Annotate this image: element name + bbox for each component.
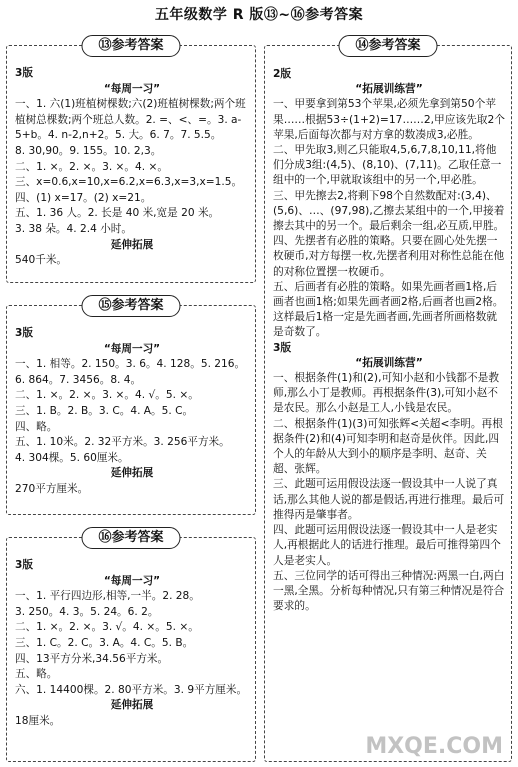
answer-line: 6. 864。7. 3456。8. 4。 xyxy=(15,373,142,386)
section-heading: “每周一习” xyxy=(103,82,161,95)
panel-13-title: ⑬参考答案 xyxy=(81,35,180,57)
panel-15-body xyxy=(15,326,249,498)
panel-14-title: ⑭参考答案 xyxy=(338,35,437,57)
answer-panel-14 xyxy=(264,38,512,762)
answer-line: 四、13平方分米,34.56平方米。 xyxy=(15,652,169,665)
section-heading: 延伸拓展 xyxy=(110,467,154,480)
version-label: 3版 xyxy=(273,340,292,354)
version-label: 3版 xyxy=(15,559,33,571)
answer-panel-15 xyxy=(6,298,256,515)
section-heading: 延伸拓展 xyxy=(110,699,154,712)
answer-line: 二、1. ×。2. ×。3. ×。4. ×。 xyxy=(15,160,168,173)
panel-14-body xyxy=(273,66,505,613)
answer-line: 18厘米。 xyxy=(15,714,61,727)
answer-line: 一、1. 相等。2. 150。3. 6。4. 128。5. 216。 xyxy=(15,358,246,371)
section-heading: 延伸拓展 xyxy=(110,238,154,251)
section-heading: “拓展训练营” xyxy=(355,82,423,96)
version-label: 3版 xyxy=(15,327,33,339)
answer-line: 三、1. C。2. C。3. A。4. C。5. B。 xyxy=(15,636,194,649)
answer-line: 3. 38 朵。4. 2.4 小时。 xyxy=(15,222,132,235)
answer-line: 二、根据条件(1)(3)可知张辉<关超<李明。再根据条件(2)和(4)可知李明和赵奇是伙伴。因此,四个人的年龄从大到小的顺序是李明、赵奇、关超、张辉。 xyxy=(273,416,503,476)
answer-line: 二、1. ×。2. ×。3. ×。4. √。5. ×。 xyxy=(15,389,199,402)
section-heading: “每周一习” xyxy=(103,342,161,355)
answer-line: 4. 304棵。5. 60厘米。 xyxy=(15,451,129,464)
answer-line: 三、此题可运用假设法逐一假设其中一人说了真话,那么其他人说的都是假话,再进行推理。最后可推得丙是肇事者。 xyxy=(273,477,505,521)
answer-line: 8. 30,90。9. 155。10. 2,3。 xyxy=(15,144,162,157)
answer-line: 四、(1) x=17。(2) x=21。 xyxy=(15,191,152,204)
answer-line: 一、甲要拿到第53个苹果,必须先拿到第50个苹果……根据53÷(1+2)=17……2,甲应该先取2个苹果,后面每次都与对方拿的数凑成3,必胜。 xyxy=(273,97,505,141)
version-label: 3版 xyxy=(15,67,33,79)
answer-line: 五、1. 10米。2. 32平方米。3. 256平方米。 xyxy=(15,436,230,449)
answer-line: 540千米。 xyxy=(15,254,68,267)
answer-line: 二、甲先取3,则乙只能取4,5,6,7,8,10,11,将他们分成3组:(4,5)、(8,10)、(7,11)。乙取任意一组中的一个,甲就取该组中的另一个,甲必胜。 xyxy=(273,143,502,187)
section-heading: “拓展训练营” xyxy=(355,355,423,369)
answer-line: 五、1. 36 人。2. 长是 40 米,宽是 20 米。 xyxy=(15,207,220,220)
section-heading: “每周一习” xyxy=(103,574,161,587)
answer-line: 四、略。 xyxy=(15,420,58,433)
answer-line: 三、甲先擦去2,将剩下98个自然数配对:(3,4)、(5,6)、…、(97,98),乙擦去某组中的一个,甲接着擦去其中的另一个。最后剩余一组,必互质,甲胜。 xyxy=(273,188,505,233)
panel-16-title: ⑯参考答案 xyxy=(81,527,180,549)
answer-line: 五、后画者有必胜的策略。如果先画者画1格,后画者也画1格;如果先画者画2格,后画者也画2格。这样最后1格一定是先画者画,先画者所画格数就是奇数了。 xyxy=(273,279,504,339)
answer-line: 六、1. 14400棵。2. 80平方米。3. 9平方厘米。 xyxy=(15,683,248,696)
answer-line: 一、1. 平行四边形,相等,一半。2. 28。 xyxy=(15,590,200,603)
page-title: 五年级数学 R 版⑬~⑯参考答案 xyxy=(154,7,364,23)
answer-line: 一、1. 六(1)班植树棵数;六(2)班植树棵数;两个班植树总棵数;两个班总人数。2. =、<、=。3. a-5+b。4. n-2,n+2。5. 大。6. 7。7. 5.5。 xyxy=(15,98,246,142)
version-label: 2版 xyxy=(273,67,292,80)
answer-line: 三、x=0.6,x=10,x=6.2,x=6.3,x=3,x=1.5。 xyxy=(15,176,243,189)
panel-13-body xyxy=(15,66,249,269)
answer-line: 270平方厘米。 xyxy=(15,482,89,495)
answer-line: 一、根据条件(1)和(2),可知小赵和小钱都不是教师,那么小丁是教师。再根据条件(3),可知小赵不是农民。那么小赵是工人,小钱是农民。 xyxy=(273,371,500,415)
answer-line: 五、三位同学的话可得出三种情况:两黑一白,两白一黑,全黑。分析每种情况,只有第三种情况是符合要求的。 xyxy=(273,568,505,613)
panel-16-body xyxy=(15,558,249,730)
answer-line: 二、1. ×。2. ×。3. √。4. ×。5. ×。 xyxy=(15,621,199,634)
panel-15-title: ⑮参考答案 xyxy=(81,295,180,317)
answer-line: 四、先摆者有必胜的策略。只要在圆心处先摆一枚硬币,对方每摆一枚,先摆者利用对称性总能在他的对称位置摆一枚硬币。 xyxy=(273,234,505,278)
answer-panel-13 xyxy=(6,38,256,283)
answer-line: 3. 250。4. 3。5. 24。6. 2。 xyxy=(15,605,159,618)
answer-line: 四、此题可运用假设法逐一假设其中一人是老实人,再根据此人的话进行推理。最后可推得第四个人是老实人。 xyxy=(273,523,501,567)
watermark: MXQE.COM xyxy=(365,734,503,759)
answer-panel-16 xyxy=(6,530,256,762)
answer-line: 五、略。 xyxy=(15,668,58,681)
answer-line: 三、1. B。2. B。3. C。4. A。5. C。 xyxy=(15,404,194,417)
